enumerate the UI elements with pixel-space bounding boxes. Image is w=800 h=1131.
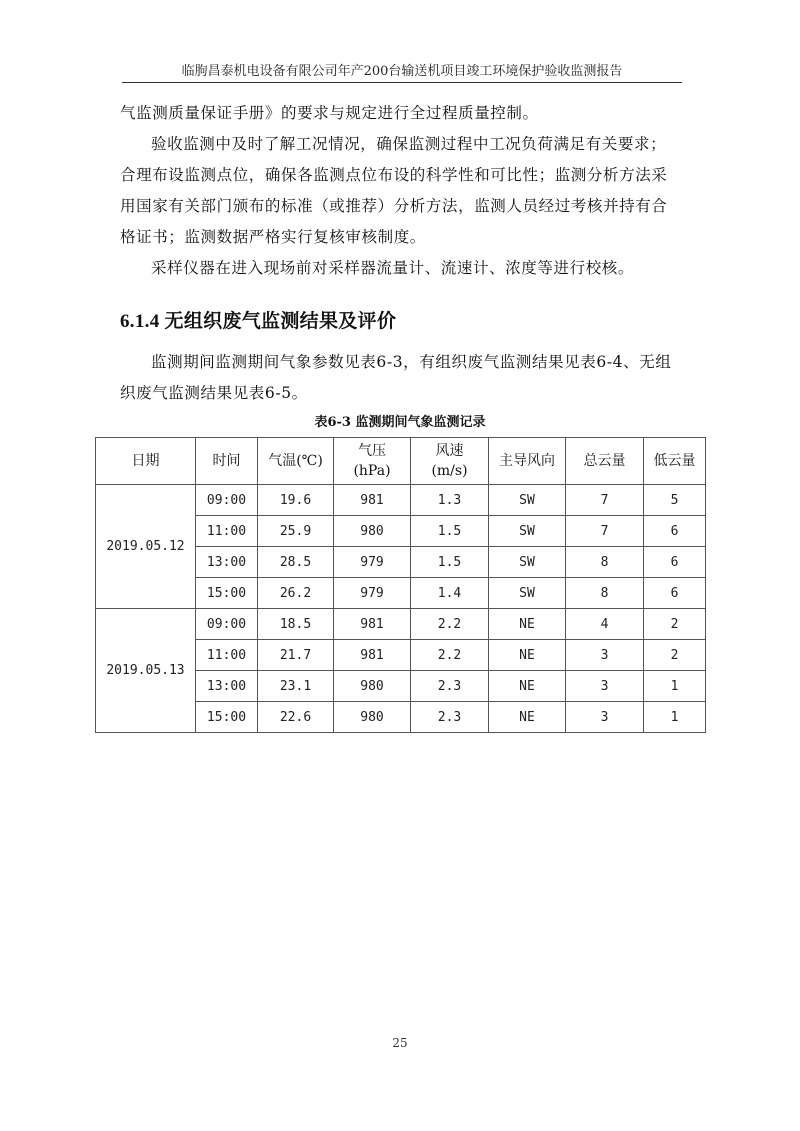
body-text xyxy=(120,98,682,284)
temp-cell: 21.7 xyxy=(258,640,334,671)
direction-cell: NE xyxy=(489,640,566,671)
wind-cell: 1.5 xyxy=(411,516,489,547)
col-header-time: 时间 xyxy=(196,438,258,485)
pressure-cell: 979 xyxy=(334,578,411,609)
direction-cell: SW xyxy=(489,485,566,516)
date-cell: 2019.05.13 xyxy=(96,609,196,733)
total-cloud-cell: 3 xyxy=(566,702,644,733)
pressure-label: 气压 xyxy=(358,443,386,459)
low-cloud-cell: 2 xyxy=(644,609,706,640)
low-cloud-cell: 1 xyxy=(644,702,706,733)
direction-cell: SW xyxy=(489,547,566,578)
date-cell: 2019.05.12 xyxy=(96,485,196,609)
direction-cell: NE xyxy=(489,609,566,640)
col-header-temp: 气温(℃) xyxy=(258,438,334,485)
wind-label: 风速 xyxy=(435,443,464,459)
total-cloud-cell: 7 xyxy=(566,485,644,516)
table-caption: 表6-3 监测期间气象监测记录 xyxy=(314,415,486,430)
pressure-cell: 981 xyxy=(334,640,411,671)
time-cell: 13:00 xyxy=(196,547,258,578)
pressure-cell: 981 xyxy=(334,609,411,640)
pressure-cell: 981 xyxy=(334,485,411,516)
low-cloud-cell: 6 xyxy=(644,516,706,547)
temp-cell: 18.5 xyxy=(258,609,334,640)
col-header-low-cloud: 低云量 xyxy=(644,438,706,485)
direction-cell: SW xyxy=(489,516,566,547)
total-cloud-cell: 4 xyxy=(566,609,644,640)
pressure-cell: 980 xyxy=(334,702,411,733)
table-header-row xyxy=(96,438,706,485)
wind-cell: 2.3 xyxy=(411,671,489,702)
time-cell: 11:00 xyxy=(196,516,258,547)
paragraph: 气监测质量保证手册》的要求与规定进行全过程质量控制。 xyxy=(120,104,539,122)
temp-cell: 25.9 xyxy=(258,516,334,547)
col-header-pressure xyxy=(334,438,411,485)
low-cloud-cell: 5 xyxy=(644,485,706,516)
direction-cell: SW xyxy=(489,578,566,609)
paragraph: 采样仪器在进入现场前对采样器流量计、流速计、浓度等进行校核。 xyxy=(151,259,635,277)
intro-text xyxy=(120,347,682,409)
temp-cell: 28.5 xyxy=(258,547,334,578)
time-cell: 11:00 xyxy=(196,640,258,671)
col-header-wind xyxy=(411,438,489,485)
temp-cell: 22.6 xyxy=(258,702,334,733)
wind-cell: 1.5 xyxy=(411,547,489,578)
wind-cell: 1.4 xyxy=(411,578,489,609)
time-cell: 09:00 xyxy=(196,485,258,516)
weather-table xyxy=(95,437,706,733)
time-cell: 09:00 xyxy=(196,609,258,640)
time-cell: 13:00 xyxy=(196,671,258,702)
wind-cell: 2.2 xyxy=(411,609,489,640)
wind-unit: (m/s) xyxy=(431,463,468,479)
section-heading: 6.1.4 无组织废气监测结果及评价 xyxy=(120,311,397,332)
temp-cell: 26.2 xyxy=(258,578,334,609)
temp-cell: 23.1 xyxy=(258,671,334,702)
paragraph: 验收监测中及时了解工况情况，确保监测过程中工况负荷满足有关要求；合理布设监测点位，确保各监测点位布设的科学性和可比性；监测分析方法采用国家有关部门颁布的标准（或推荐）分析方法，监测人员经过考核并持有合格证书；监测数据严格实行复核审核制度。 xyxy=(120,135,668,246)
temp-cell: 19.6 xyxy=(258,485,334,516)
col-header-date: 日期 xyxy=(96,438,196,485)
paragraph: 监测期间监测期间气象参数见表6-3，有组织废气监测结果见表6-4、无组织废气监测结果见表6-5。 xyxy=(120,353,672,402)
col-header-total-cloud: 总云量 xyxy=(566,438,644,485)
low-cloud-cell: 6 xyxy=(644,578,706,609)
wind-cell: 2.2 xyxy=(411,640,489,671)
total-cloud-cell: 3 xyxy=(566,640,644,671)
direction-cell: NE xyxy=(489,671,566,702)
total-cloud-cell: 8 xyxy=(566,578,644,609)
table-row xyxy=(96,609,706,640)
time-cell: 15:00 xyxy=(196,578,258,609)
pressure-cell: 979 xyxy=(334,547,411,578)
pressure-cell: 980 xyxy=(334,671,411,702)
time-cell: 15:00 xyxy=(196,702,258,733)
table-row xyxy=(96,485,706,516)
header-rule xyxy=(122,82,682,83)
low-cloud-cell: 2 xyxy=(644,640,706,671)
page-number: 25 xyxy=(392,1036,408,1050)
total-cloud-cell: 7 xyxy=(566,516,644,547)
low-cloud-cell: 6 xyxy=(644,547,706,578)
pressure-unit: (hPa) xyxy=(353,463,391,479)
total-cloud-cell: 8 xyxy=(566,547,644,578)
col-header-direction: 主导风向 xyxy=(489,438,566,485)
running-header: 临朐昌泰机电设备有限公司年产200台输送机项目竣工环境保护验收监测报告 xyxy=(181,64,623,79)
pressure-cell: 980 xyxy=(334,516,411,547)
wind-cell: 2.3 xyxy=(411,702,489,733)
direction-cell: NE xyxy=(489,702,566,733)
low-cloud-cell: 1 xyxy=(644,671,706,702)
total-cloud-cell: 3 xyxy=(566,671,644,702)
wind-cell: 1.3 xyxy=(411,485,489,516)
